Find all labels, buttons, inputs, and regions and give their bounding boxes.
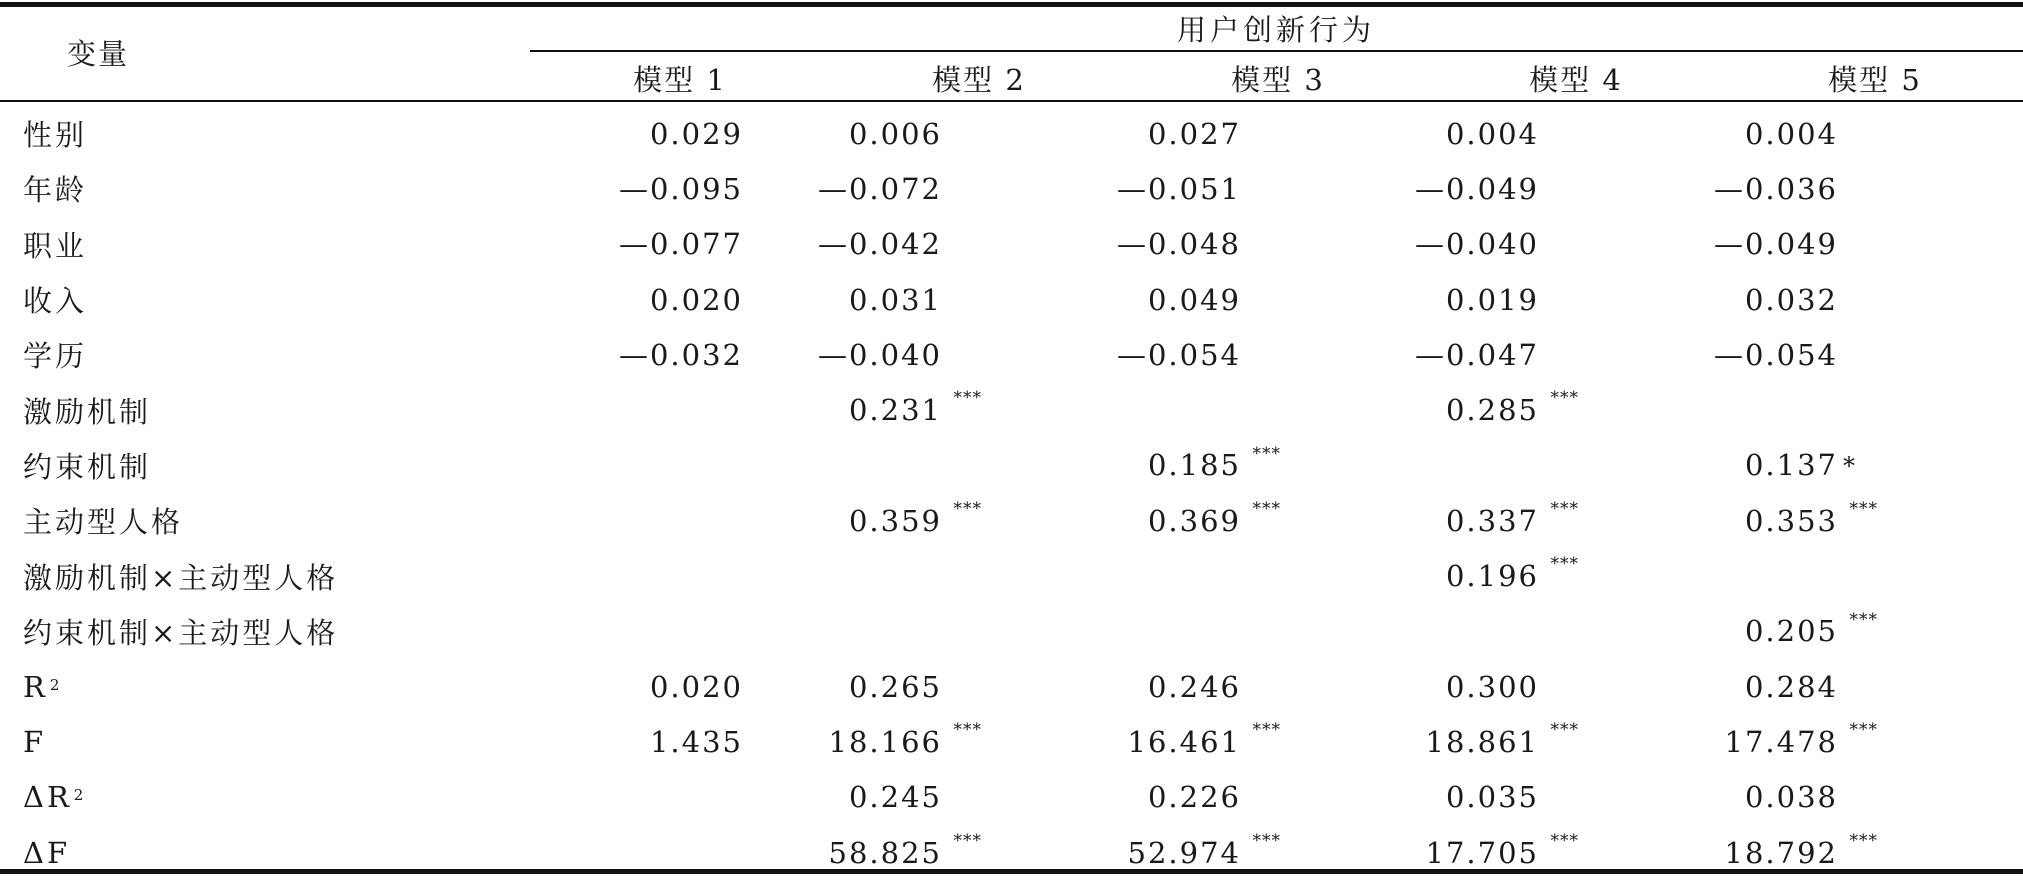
top-rule: [0, 2, 2023, 7]
coefficient-cell: [743, 272, 1042, 327]
coefficient-cell: [1042, 161, 1341, 216]
coefficient-value: —0.036: [1713, 171, 1838, 206]
coefficient-cell: [1042, 770, 1341, 825]
coefficient-cell: [1341, 327, 1639, 382]
coefficient-cell: [1042, 106, 1341, 161]
coefficient-cell: [1639, 382, 1938, 437]
table-row: [0, 548, 1938, 603]
coefficient-cell: [743, 659, 1042, 714]
coefficient-cell: [1042, 548, 1341, 603]
coefficient-value: 0.300: [1445, 669, 1539, 704]
row-label: 性别: [23, 118, 88, 153]
coefficient-value: 16.461: [1127, 724, 1241, 759]
coefficient-value: —0.040: [1414, 227, 1539, 262]
coefficient-cell: [743, 770, 1042, 825]
coefficient-cell: [1639, 217, 1938, 272]
coefficient-cell: [1042, 604, 1341, 659]
coefficient-cell: [553, 604, 743, 659]
row-label: 年龄: [23, 173, 88, 208]
coefficient-value: 0.245: [848, 780, 942, 815]
header-rule: [0, 100, 2023, 102]
significance-stars: ***: [1849, 609, 1878, 630]
coefficient-cell: [1341, 161, 1639, 216]
coefficient-value: 17.705: [1425, 835, 1539, 870]
row-label: ΔF: [23, 835, 71, 870]
coefficient-cell: [743, 382, 1042, 437]
coefficient-value: 0.231: [848, 393, 942, 428]
row-label: 主动型人格: [23, 505, 184, 540]
significance-stars: *: [1843, 451, 1856, 480]
coefficient-value: —0.054: [1713, 337, 1838, 372]
coefficient-value: 18.792: [1724, 835, 1838, 870]
coefficient-value: 0.353: [1744, 503, 1838, 538]
coefficient-cell: [1341, 493, 1639, 548]
row-label: ΔR $^2$: [23, 780, 87, 815]
bottom-rule: [0, 869, 2023, 874]
coefficient-value: —0.042: [817, 227, 942, 262]
coefficient-value: 0.029: [649, 116, 743, 151]
coefficient-cell: [1042, 438, 1341, 493]
table-row: [0, 217, 1938, 272]
coefficient-cell: [743, 493, 1042, 548]
table-row: [0, 161, 1938, 216]
model-header-4: 模型 4: [1529, 63, 1623, 97]
coefficient-cell: [1341, 714, 1639, 769]
coefficient-cell: [1341, 106, 1639, 161]
superscript: 2: [49, 675, 63, 694]
coefficient-cell: [1639, 106, 1938, 161]
coefficient-cell: [553, 548, 743, 603]
coefficient-cell: [743, 438, 1042, 493]
coefficient-cell: [1639, 548, 1938, 603]
coefficient-value: 0.020: [649, 282, 743, 317]
coefficient-value: 0.359: [848, 503, 942, 538]
row-label: 收入: [23, 284, 88, 319]
coefficient-cell: [1639, 272, 1938, 327]
coefficient-value: —0.095: [618, 171, 743, 206]
significance-stars: ***: [953, 830, 982, 851]
table-row: [0, 604, 1938, 659]
table-row: [0, 382, 1938, 437]
coefficient-cell: [1639, 493, 1938, 548]
row-label: 约束机制×主动型人格: [23, 615, 339, 650]
model-header-3: 模型 3: [1231, 63, 1325, 97]
significance-stars: ***: [1550, 388, 1579, 409]
coefficient-cell: [1639, 327, 1938, 382]
coefficient-cell: [553, 659, 743, 714]
coefficient-cell: [553, 493, 743, 548]
significance-stars: ***: [1849, 499, 1878, 520]
coefficient-cell: [1341, 548, 1639, 603]
significance-stars: ***: [953, 720, 982, 741]
coefficient-value: 0.035: [1445, 780, 1539, 815]
significance-stars: ***: [1252, 830, 1281, 851]
coefficient-value: 0.226: [1147, 780, 1241, 815]
coefficient-cell: [743, 106, 1042, 161]
coefficient-cell: [1639, 604, 1938, 659]
coefficient-cell: [743, 161, 1042, 216]
coefficient-value: 0.185: [1147, 448, 1241, 483]
coefficient-value: —0.049: [1414, 171, 1539, 206]
coefficient-value: 0.031: [848, 282, 942, 317]
coefficient-value: —0.049: [1713, 227, 1838, 262]
row-label: F: [23, 724, 47, 759]
coefficient-cell: [1639, 659, 1938, 714]
model-header-5: 模型 5: [1828, 63, 1922, 97]
significance-stars: ***: [1252, 443, 1281, 464]
table-row: [0, 106, 1938, 161]
coefficient-value: —0.032: [618, 337, 743, 372]
coefficient-cell: [1341, 382, 1639, 437]
significance-stars: ***: [1252, 720, 1281, 741]
coefficient-value: 18.861: [1425, 724, 1539, 759]
model-header-1: 模型 1: [633, 63, 727, 97]
row-label: 学历: [23, 339, 88, 374]
coefficient-cell: [1341, 770, 1639, 825]
coefficient-cell: [1042, 659, 1341, 714]
coefficient-value: 0.004: [1744, 116, 1838, 151]
coefficient-value: —0.051: [1116, 171, 1241, 206]
coefficient-cell: [1341, 272, 1639, 327]
coefficient-value: 0.285: [1445, 393, 1539, 428]
coefficient-cell: [1341, 604, 1639, 659]
coefficient-value: 0.004: [1445, 116, 1539, 151]
coefficient-cell: [743, 217, 1042, 272]
coefficient-value: 17.478: [1724, 724, 1838, 759]
coefficient-cell: [1639, 770, 1938, 825]
coefficient-cell: [553, 438, 743, 493]
significance-stars: ***: [1849, 720, 1878, 741]
table-row: [0, 659, 1938, 714]
significance-stars: ***: [1550, 554, 1579, 575]
coefficient-value: 0.032: [1744, 282, 1838, 317]
group-header: 用户创新行为: [1177, 13, 1376, 47]
coefficient-cell: [1042, 217, 1341, 272]
coefficient-value: 18.166: [828, 724, 942, 759]
coefficient-value: 0.284: [1744, 669, 1838, 704]
coefficient-value: 0.137: [1744, 448, 1838, 483]
significance-stars: ***: [1849, 830, 1878, 851]
row-label: 激励机制×主动型人格: [23, 560, 339, 595]
coefficient-cell: [743, 714, 1042, 769]
superscript: 2: [73, 786, 87, 805]
coefficient-value: 1.435: [649, 724, 743, 759]
row-label: 职业: [23, 228, 88, 263]
row-label: 约束机制: [23, 449, 152, 484]
significance-stars: ***: [1252, 499, 1281, 520]
coefficient-value: 58.825: [828, 835, 942, 870]
coefficient-value: 0.038: [1744, 780, 1838, 815]
coefficient-cell: [1639, 714, 1938, 769]
coefficient-cell: [553, 714, 743, 769]
table-row: [0, 438, 1938, 493]
table-row: [0, 770, 1938, 825]
table-row: [0, 272, 1938, 327]
group-header-rule: [530, 50, 2023, 52]
table-row: [0, 327, 1938, 382]
coefficient-value: —0.047: [1414, 337, 1539, 372]
coefficient-value: 0.020: [649, 669, 743, 704]
coefficient-cell: [743, 604, 1042, 659]
coefficient-value: 0.006: [848, 116, 942, 151]
coefficient-table: [0, 106, 1938, 880]
coefficient-cell: [553, 161, 743, 216]
coefficient-cell: [743, 548, 1042, 603]
coefficient-cell: [553, 327, 743, 382]
coefficient-cell: [1042, 382, 1341, 437]
significance-stars: ***: [953, 388, 982, 409]
coefficient-cell: [553, 106, 743, 161]
coefficient-value: 52.974: [1127, 835, 1241, 870]
significance-stars: ***: [1550, 720, 1579, 741]
coefficient-value: —0.054: [1116, 337, 1241, 372]
coefficient-value: 0.337: [1445, 503, 1539, 538]
coefficient-cell: [1341, 217, 1639, 272]
coefficient-value: —0.040: [817, 337, 942, 372]
coefficient-value: 0.265: [848, 669, 942, 704]
variable-column-header: 变量: [67, 37, 130, 71]
coefficient-cell: [1639, 438, 1938, 493]
coefficient-value: 0.027: [1147, 116, 1241, 151]
row-label: R $^2$: [23, 669, 63, 704]
coefficient-value: —0.077: [618, 227, 743, 262]
model-header-2: 模型 2: [932, 63, 1026, 97]
coefficient-cell: [1042, 327, 1341, 382]
coefficient-cell: [1042, 272, 1341, 327]
coefficient-value: —0.072: [817, 171, 942, 206]
table-row: [0, 714, 1938, 769]
row-label: 激励机制: [23, 394, 152, 429]
significance-stars: ***: [1550, 499, 1579, 520]
coefficient-value: 0.049: [1147, 282, 1241, 317]
coefficient-value: 0.246: [1147, 669, 1241, 704]
significance-stars: ***: [953, 499, 982, 520]
coefficient-value: 0.369: [1147, 503, 1241, 538]
coefficient-cell: [743, 327, 1042, 382]
coefficient-cell: [553, 382, 743, 437]
coefficient-cell: [1341, 659, 1639, 714]
coefficient-cell: [1042, 493, 1341, 548]
coefficient-cell: [553, 217, 743, 272]
coefficient-value: —0.048: [1116, 227, 1241, 262]
coefficient-value: 0.019: [1445, 282, 1539, 317]
coefficient-cell: [553, 770, 743, 825]
coefficient-cell: [1639, 161, 1938, 216]
coefficient-cell: [553, 272, 743, 327]
coefficient-cell: [1341, 438, 1639, 493]
significance-stars: ***: [1550, 830, 1579, 851]
coefficient-value: 0.205: [1744, 614, 1838, 649]
coefficient-cell: [1042, 714, 1341, 769]
table-row: [0, 493, 1938, 548]
coefficient-value: 0.196: [1445, 559, 1539, 594]
